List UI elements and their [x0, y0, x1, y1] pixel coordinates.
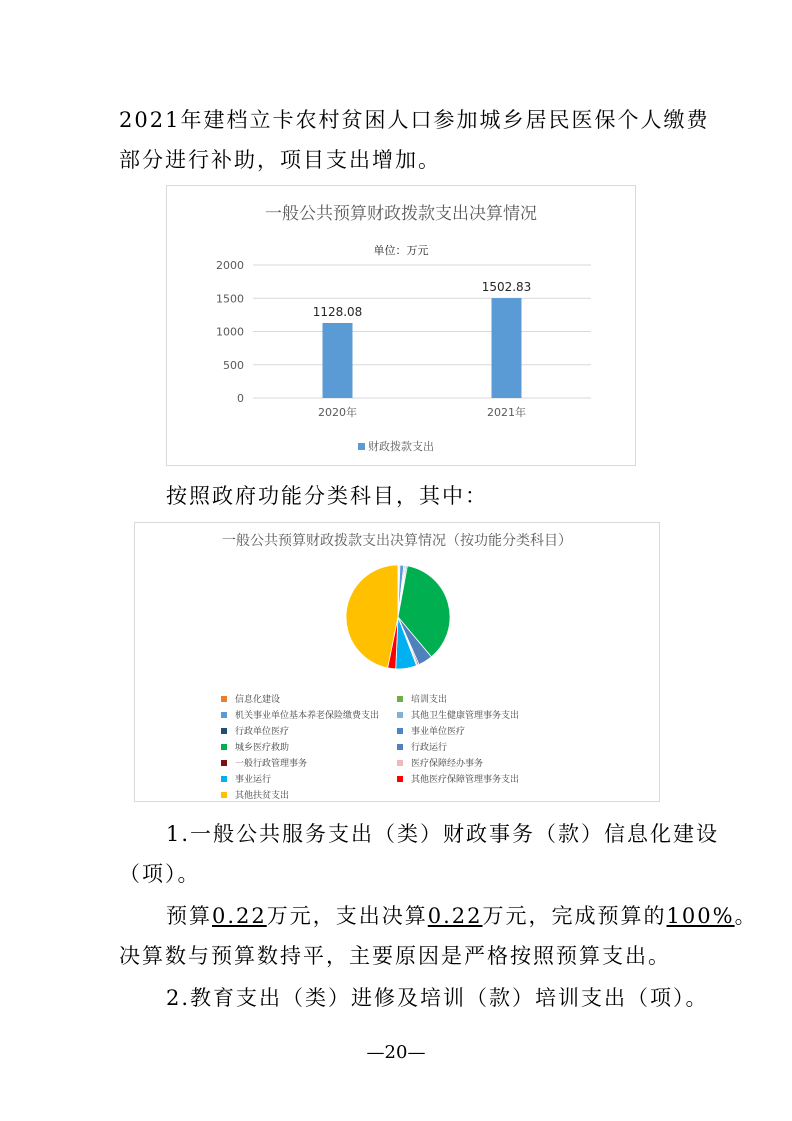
budget-value: 0.22	[212, 904, 267, 928]
legend-swatch	[221, 760, 227, 766]
legend-label: 城乡医疗救助	[235, 743, 290, 753]
x-tick-label: 2020年	[318, 406, 357, 419]
legend-item	[221, 723, 397, 738]
legend-swatch	[397, 760, 403, 766]
pie-slice	[346, 565, 398, 668]
pie-chart	[134, 522, 660, 802]
chart-unit: 单位：万元	[373, 244, 429, 257]
legend-swatch	[221, 712, 227, 718]
chart-title: 一般公共预算财政拨款支出决算情况（按功能分类科目）	[222, 533, 572, 549]
completion-rate: 100%	[666, 904, 735, 928]
bar	[323, 323, 353, 398]
item-heading: 2.教育支出（类）进修及培训（款）培训支出（项）。	[166, 986, 709, 1010]
item-heading: 1.一般公共服务支出（类）财政事务（款）信息化建设	[166, 822, 720, 846]
actual-value: 0.22	[427, 904, 483, 928]
legend-label: 事业运行	[235, 775, 272, 785]
legend-label: 机关事业单位基本养老保险缴费支出	[235, 711, 380, 721]
legend-item	[397, 723, 573, 738]
item-body	[166, 898, 758, 934]
legend-item	[221, 771, 397, 786]
legend-item	[221, 787, 397, 802]
legend-swatch	[397, 776, 403, 782]
legend-swatch	[221, 776, 227, 782]
legend-label: 其他卫生健康管理事务支出	[411, 711, 520, 721]
y-tick-label: 0	[237, 392, 244, 405]
y-tick-label: 1500	[216, 292, 244, 306]
legend-swatch	[221, 744, 227, 750]
body-text: 万元，完成预算的	[482, 904, 667, 928]
legend-item	[221, 707, 397, 722]
paragraph-line: 2021年建档立卡农村贫困人口参加城乡居民医保个人缴费	[119, 108, 710, 132]
pie-legend	[221, 691, 573, 802]
chart-title: 一般公共预算财政拨款支出决算情况	[265, 204, 537, 224]
section-intro: 按照政府功能分类科目，其中：	[166, 484, 488, 508]
y-tick-label: 2000	[216, 259, 244, 272]
bar-plot	[167, 186, 635, 465]
legend-swatch	[221, 792, 227, 798]
data-label: 1502.83	[481, 280, 532, 295]
legend-swatch	[358, 443, 365, 450]
legend-swatch	[221, 696, 227, 702]
bar-chart	[166, 185, 636, 466]
legend-item	[221, 691, 397, 706]
legend-label: 信息化建设	[235, 695, 281, 705]
legend-item	[397, 771, 573, 786]
page-number: —20—	[366, 1042, 426, 1063]
legend-swatch	[397, 712, 403, 718]
body-text: 万元，支出决算	[266, 904, 428, 928]
legend-item	[397, 755, 573, 770]
legend-swatch	[397, 728, 403, 734]
bar	[492, 298, 522, 398]
pie-plot	[135, 523, 659, 683]
legend-label: 其他扶贫支出	[235, 791, 290, 801]
legend-swatch	[397, 696, 403, 702]
data-label: 1128.08	[312, 304, 363, 319]
paragraph-line: 部分进行补助，项目支出增加。	[119, 148, 441, 172]
legend-label: 财政拨款支出	[368, 440, 434, 453]
item-body: 决算数与预算数持平，主要原因是严格按照预算支出。	[119, 944, 671, 968]
legend-item	[221, 739, 397, 754]
legend-item	[397, 739, 573, 754]
legend-swatch	[397, 744, 403, 750]
body-text: 。	[734, 904, 758, 928]
legend-item	[397, 707, 573, 722]
x-tick-label: 2021年	[487, 406, 526, 419]
legend-item	[397, 691, 573, 706]
legend-item	[221, 755, 397, 770]
item-heading: （项）。	[119, 862, 201, 886]
legend-label: 一般行政管理事务	[235, 759, 308, 769]
legend-label: 行政单位医疗	[235, 727, 290, 737]
body-text: 预算	[166, 904, 212, 928]
legend-label: 培训支出	[411, 695, 448, 705]
legend-label: 事业单位医疗	[411, 727, 466, 737]
legend-label: 医疗保障经办事务	[411, 759, 484, 769]
y-tick-label: 1000	[216, 325, 244, 339]
legend-label: 行政运行	[411, 743, 448, 753]
legend-swatch	[221, 728, 227, 734]
legend-label: 其他医疗保障管理事务支出	[411, 775, 520, 785]
y-tick-label: 500	[223, 358, 244, 372]
